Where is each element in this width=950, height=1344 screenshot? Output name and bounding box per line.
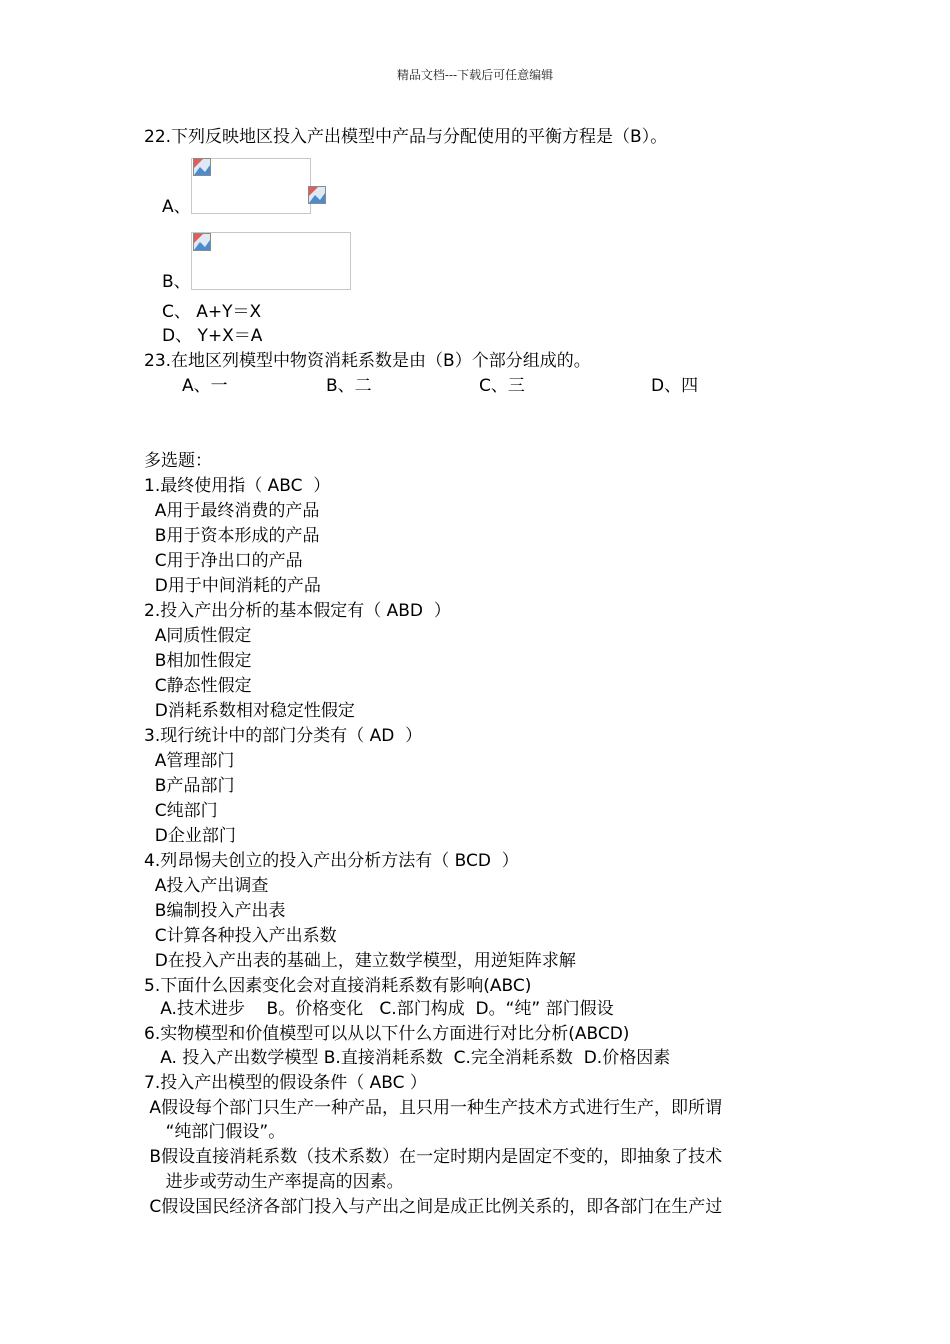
content-line: B编制投入产出表 (144, 901, 286, 921)
content-line: C纯部门 (144, 801, 218, 821)
content-line: C用于净出口的产品 (144, 551, 303, 571)
content-line: 7.投入产出模型的假设条件（ ABC ） (144, 1073, 427, 1093)
content-line: B相加性假定 (144, 651, 252, 671)
content-line: A假设每个部门只生产一种产品，且只用一种生产技术方式进行生产，即所谓 (144, 1098, 723, 1118)
question-23: 23.在地区列模型中物资消耗系数是由（B）个部分组成的。 (144, 351, 591, 371)
content-line: C假设国民经济各部门投入与产出之间是成正比例关系的，即各部门在生产过 (144, 1197, 723, 1217)
content-line: 6.实物模型和价值模型可以从以下什么方面进行对比分析(ABCD) (144, 1024, 630, 1044)
section-heading: 多选题： (144, 451, 212, 471)
content-line: “纯部门假设”。 (144, 1122, 286, 1142)
content-line: 3.现行统计中的部门分类有（ AD ） (144, 726, 423, 746)
q23-option: B、二 (326, 376, 372, 396)
content-line: A管理部门 (144, 751, 235, 771)
content-line: 进步或劳动生产率提高的因素。 (144, 1172, 404, 1192)
q23-option: A、一 (182, 376, 228, 396)
option-c: C、 A+Y＝X (162, 302, 262, 322)
content-line: 2.投入产出分析的基本假定有（ ABD ） (144, 601, 451, 621)
content-line: B假设直接消耗系数（技术系数）在一定时期内是固定不变的，即抽象了技术 (144, 1147, 723, 1167)
formula-b-image (191, 232, 351, 290)
content-line: B产品部门 (144, 776, 235, 796)
broken-image-icon (308, 186, 326, 204)
content-line: A.技术进步 B。价格变化 C.部门构成 D。“纯” 部门假设 (144, 999, 614, 1019)
content-line: D用于中间消耗的产品 (144, 576, 321, 596)
content-line: C计算各种投入产出系数 (144, 926, 337, 946)
content-line: A用于最终消费的产品 (144, 501, 320, 521)
question-22: 22.下列反映地区投入产出模型中产品与分配使用的平衡方程是（B）。 (144, 127, 668, 147)
content-line: D消耗系数相对稳定性假定 (144, 701, 355, 721)
q23-option: D、四 (651, 376, 699, 396)
page-header: 精品文档---下载后可任意编辑 (396, 68, 554, 82)
content-line: A. 投入产出数学模型 B.直接消耗系数 C.完全消耗系数 D.价格因素 (144, 1048, 671, 1068)
content-line: A同质性假定 (144, 626, 252, 646)
broken-image-icon (193, 158, 211, 176)
content-line: 5.下面什么因素变化会对直接消耗系数有影响(ABC) (144, 976, 532, 996)
content-line: C静态性假定 (144, 676, 252, 696)
content-line: B用于资本形成的产品 (144, 526, 320, 546)
option-a-label: A、 (162, 197, 191, 217)
option-b-label: B、 (162, 272, 191, 292)
content-line: A投入产出调查 (144, 876, 269, 896)
q23-option: C、三 (479, 376, 525, 396)
content-line: D企业部门 (144, 826, 236, 846)
option-d: D、 Y+X＝A (162, 326, 263, 346)
content-line: 1.最终使用指（ ABC ） (144, 476, 331, 496)
broken-image-icon (193, 233, 211, 251)
content-line: D在投入产出表的基础上，建立数学模型，用逆矩阵求解 (144, 951, 576, 971)
content-line: 4.列昂惕夫创立的投入产出分析方法有（ BCD ） (144, 851, 519, 871)
